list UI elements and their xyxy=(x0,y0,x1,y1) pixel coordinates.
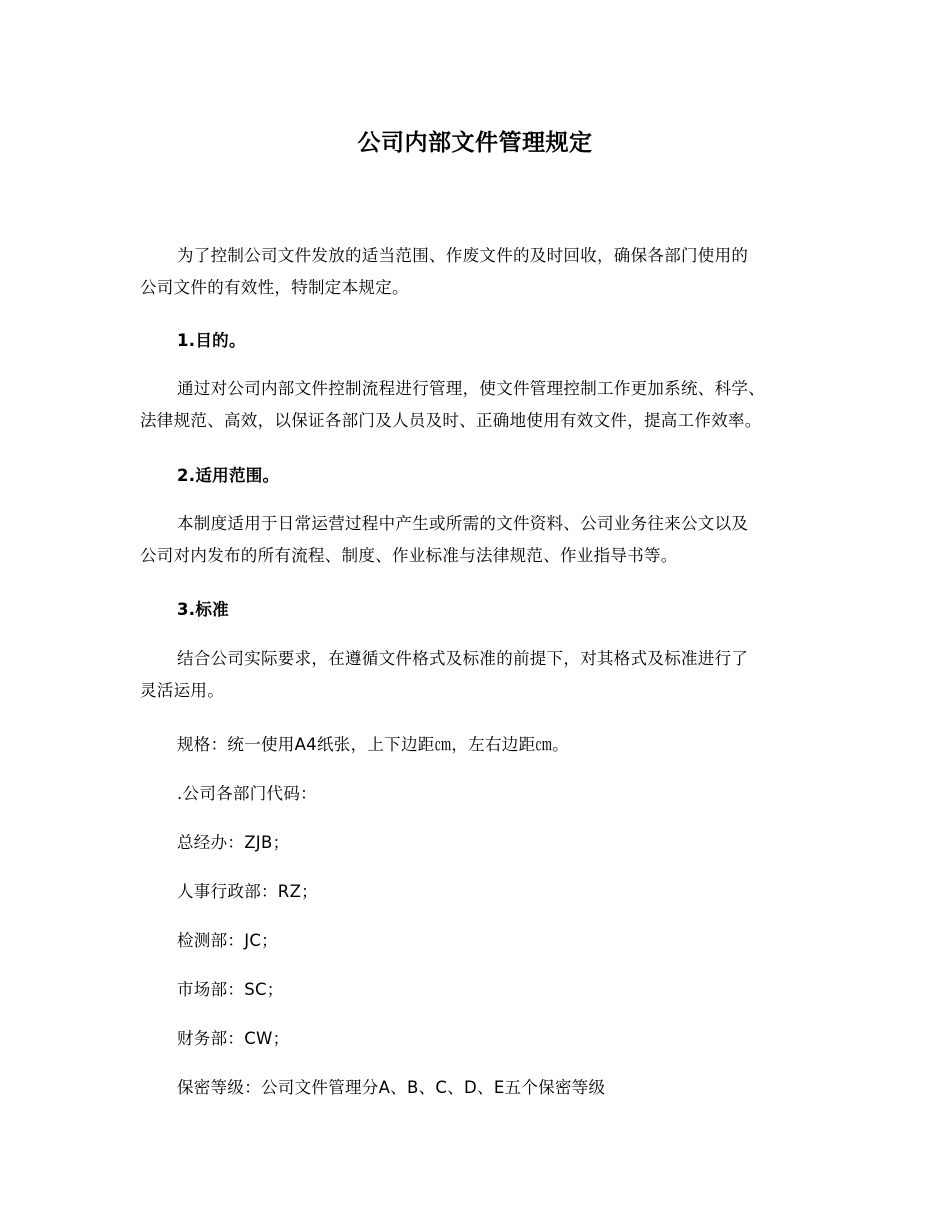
intro-line-2: 公司文件的有效性，特制定本规定。 xyxy=(140,278,409,297)
section-3-heading: 3.标准 xyxy=(177,600,229,619)
dept-code-item: 检测部：JC； xyxy=(177,931,278,950)
dept-codes-title: .公司各部门代码： xyxy=(177,784,317,803)
dept-code-item: 财务部：CW； xyxy=(177,1029,290,1048)
dept-code-item: 人事行政部：RZ； xyxy=(177,882,318,901)
section-1-line-2: 法律规范、高效，以保证各部门及人员及时、正确地使用有效文件，提高工作效率。 xyxy=(140,411,762,430)
section-2-paragraph xyxy=(140,508,830,572)
section-1-heading: 1.目的。 xyxy=(177,331,246,350)
dept-code-item: 总经办：ZJB； xyxy=(177,833,290,852)
section-3-paragraph xyxy=(140,643,830,707)
section-3-line-1: 结合公司实际要求，在遵循文件格式及标准的前提下，对其格式及标准进行了 xyxy=(177,649,749,668)
intro-line-1: 为了控制公司文件发放的适当范围、作废文件的及时回收，确保各部门使用的 xyxy=(177,246,749,265)
document-title: 公司内部文件管理规定 xyxy=(357,130,593,156)
section-1-paragraph xyxy=(140,373,830,437)
section-2-heading: 2.适用范围。 xyxy=(177,466,280,485)
section-2-line-1: 本制度适用于日常运营过程中产生或所需的文件资料、公司业务往来公文以及 xyxy=(177,514,749,533)
section-1-line-1: 通过对公司内部文件控制流程进行管理，使文件管理控制工作更加系统、科学、 xyxy=(177,379,765,398)
security-level-line: 保密等级：公司文件管理分A、B、C、D、E五个保密等级 xyxy=(177,1078,606,1097)
section-3-line-2: 灵活运用。 xyxy=(140,681,224,700)
intro-paragraph xyxy=(140,240,830,304)
section-2-line-2: 公司对内发布的所有流程、制度、作业标准与法律规范、作业指导书等。 xyxy=(140,546,678,565)
paper-spec-line: 规格：统一使用A4纸张，上下边距㎝，左右边距㎝。 xyxy=(177,735,569,754)
dept-code-item: 市场部：SC； xyxy=(177,980,284,999)
